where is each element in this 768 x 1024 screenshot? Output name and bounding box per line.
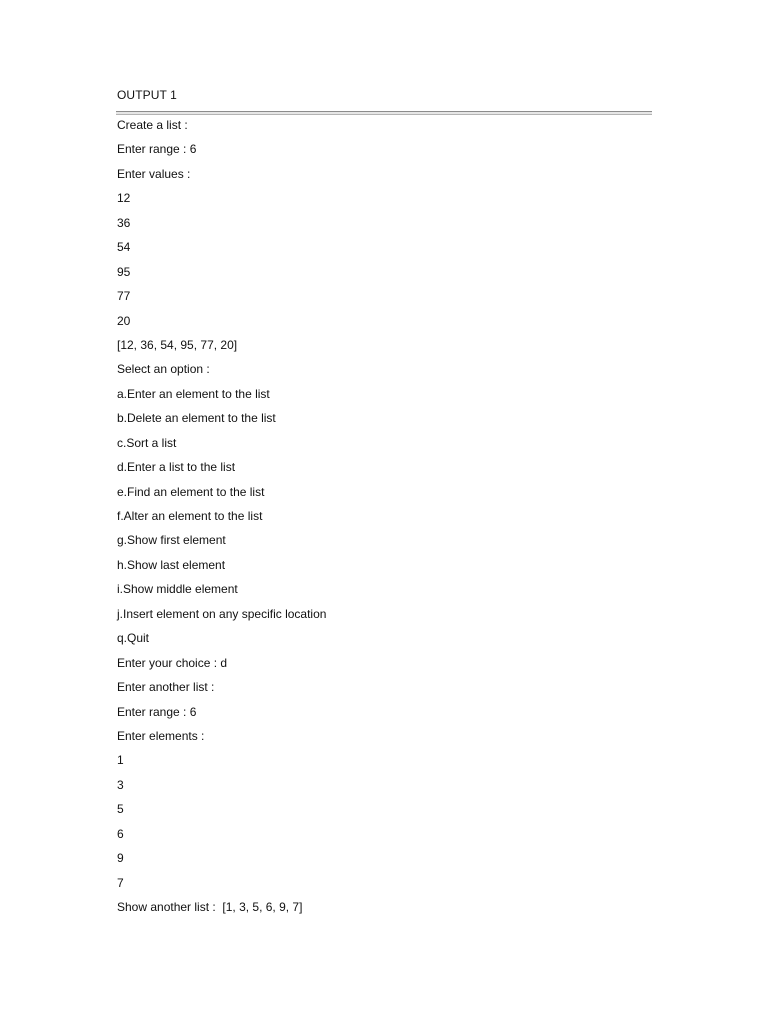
- output-line: Enter another list :: [117, 680, 215, 695]
- output-line: c.Sort a list: [117, 435, 177, 450]
- output-line: Enter range : 6: [117, 142, 197, 157]
- output-line: Create a list :: [117, 118, 188, 132]
- output-line: h.Show last element: [117, 557, 226, 572]
- output-line: 7: [117, 875, 124, 890]
- console-output-lines: [117, 116, 637, 922]
- output-line: 6: [117, 826, 124, 841]
- output-line: b.Delete an element to the list: [117, 411, 276, 426]
- output-line: q.Quit: [117, 631, 150, 646]
- output-line: j.Insert element on any specific location: [117, 606, 327, 621]
- output-line: Select an option :: [117, 362, 210, 377]
- output-line: Enter range : 6: [117, 704, 197, 719]
- heading-divider: [116, 111, 652, 115]
- output-line: 3: [117, 777, 124, 792]
- output-line: 1: [117, 753, 124, 768]
- output-line: 77: [117, 289, 131, 304]
- output-line: Enter values :: [117, 166, 191, 181]
- output-line: f.Alter an element to the list: [117, 509, 263, 523]
- output-line: 20: [117, 313, 131, 328]
- output-line: 5: [117, 802, 124, 817]
- output-line: e.Find an element to the list: [117, 484, 265, 499]
- output-line: 95: [117, 264, 131, 279]
- output-line: Enter elements :: [117, 728, 205, 743]
- output-line: Enter your choice : d: [117, 655, 228, 670]
- output-heading: OUTPUT 1: [117, 88, 177, 102]
- output-line: d.Enter a list to the list: [117, 460, 236, 475]
- output-line: 12: [117, 191, 131, 206]
- output-line: g.Show first element: [117, 533, 226, 548]
- output-line: [12, 36, 54, 95, 77, 20]: [117, 337, 238, 352]
- output-line: 9: [117, 851, 124, 866]
- output-line: Show another list : [1, 3, 5, 6, 9, 7]: [117, 900, 303, 914]
- output-line: a.Enter an element to the list: [117, 386, 270, 401]
- output-line: 36: [117, 215, 131, 230]
- output-line: 54: [117, 240, 131, 255]
- output-line: i.Show middle element: [117, 582, 238, 597]
